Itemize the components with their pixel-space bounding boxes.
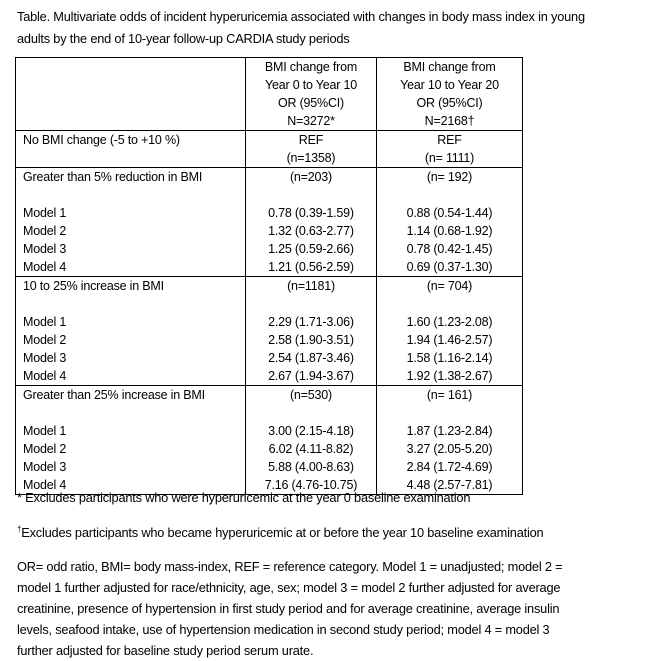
model-label: Model 4 [23,369,67,383]
model-value: 2.67 (1.94-3.67) [268,369,354,383]
reference-value: REF [298,133,324,147]
model-value: 5.88 (4.00-8.63) [268,460,354,474]
model-value: 3.27 (2.05-5.20) [406,442,493,456]
model-value: 2.29 (1.71-3.06) [268,315,354,329]
model-value: 0.88 (0.54-1.44) [406,206,493,220]
header-row [16,58,523,131]
abbreviations-note [17,556,647,661]
group-label: 10 to 25% increase in BMI [23,279,164,293]
dagger-mark: † [17,524,22,534]
model-label: Model 2 [23,333,67,347]
group-col-1 [246,277,377,386]
reference-value: REF [437,133,462,147]
odds-table [15,57,523,495]
group-col-2 [377,168,523,277]
group-row [16,277,523,386]
model-value: 4.48 (2.57-7.81) [406,478,493,492]
model-value: 2.54 (1.87-3.46) [268,351,354,365]
group-row [16,386,523,495]
header-col-2-line: Year 10 to Year 20 [400,78,499,92]
model-value: 1.21 (0.56-2.59) [268,260,354,274]
model-label: Model 3 [23,460,67,474]
group-n: (n= 161) [426,388,473,402]
group-col-2 [377,386,523,495]
reference-n: (n= 1111) [424,151,475,165]
table-caption [17,6,647,50]
model-value: 2.84 (1.72-4.69) [406,460,493,474]
header-col-1-line: BMI change from [264,60,358,74]
reference-n: (n=1358) [286,151,336,165]
group-n: (n=1181) [287,279,335,293]
model-value: 0.78 (0.42-1.45) [406,242,493,256]
group-col-2 [377,277,523,386]
reference-col-1 [246,131,377,168]
model-value: 1.87 (1.23-2.84) [406,424,493,438]
model-value: 2.58 (1.90-3.51) [268,333,354,347]
abbrev-line: creatinine, presence of hypertension in first study period and for average creatinine, average insulin [17,601,560,616]
abbrev-line: model 1 further adjusted for race/ethnicity, age, sex; model 3 = model 2 further adjusted for average [17,580,561,595]
model-value: 1.14 (0.68-1.92) [406,224,493,238]
header-col-2 [377,58,523,131]
header-empty-cell [16,58,246,131]
header-col-2-line: OR (95%CI) [416,96,483,110]
model-value: 1.25 (0.59-2.66) [268,242,354,256]
header-col-1-line: Year 0 to Year 10 [264,78,358,92]
abbrev-line: further adjusted for baseline study period serum urate. [17,643,314,658]
header-col-1-line: OR (95%CI) [277,96,345,110]
model-value: 6.02 (4.11-8.82) [268,442,354,456]
reference-row [16,131,523,168]
footnote-asterisk: * Excludes participants who were hyperuricemic at the year 0 baseline examination [17,490,471,505]
footnote-dagger [17,524,647,542]
model-value: 0.78 (0.39-1.59) [268,206,354,220]
model-label: Model 4 [23,260,67,274]
abbrev-line: OR= odd ratio, BMI= body mass-index, REF = reference category. Model 1 = unadjusted; model 2 = [17,559,563,574]
model-label: Model 4 [23,478,67,492]
model-label: Model 2 [23,224,67,238]
header-col-1-line: N=3272* [287,114,335,128]
model-value: 1.58 (1.16-2.14) [406,351,493,365]
group-label: Greater than 5% reduction in BMI [23,170,203,184]
group-n: (n= 704) [426,279,473,293]
group-n: (n= 192) [426,170,473,184]
reference-label: No BMI change (-5 to +10 %) [23,133,180,147]
model-value: 3.00 (2.15-4.18) [268,424,354,438]
model-value: 1.94 (1.46-2.57) [406,333,493,347]
group-n: (n=530) [289,388,333,402]
group-label-cell [16,277,246,386]
model-value: 0.69 (0.37-1.30) [406,260,493,274]
model-label: Model 1 [23,206,67,220]
model-value: 7.16 (4.76-10.75) [264,478,358,492]
caption-line-2: adults by the end of 10-year follow-up CARDIA study periods [17,31,350,46]
group-col-1 [246,386,377,495]
group-label-cell [16,386,246,495]
header-col-1 [246,58,377,131]
model-value: 1.60 (1.23-2.08) [406,315,493,329]
model-label: Model 1 [23,424,67,438]
model-label: Model 2 [23,442,67,456]
group-row [16,168,523,277]
model-label: Model 3 [23,242,67,256]
reference-col-2 [377,131,523,168]
group-col-1 [246,168,377,277]
group-label: Greater than 25% increase in BMI [23,388,205,402]
group-label-cell [16,168,246,277]
abbrev-line: levels, seafood intake, use of hypertension medication in second study period; model 4 = model 3 [17,622,550,637]
group-n: (n=203) [289,170,333,184]
header-col-2-line: N=2168† [424,114,475,128]
model-label: Model 3 [23,351,67,365]
header-col-2-line: BMI change from [403,60,496,74]
reference-label-cell [16,131,246,168]
model-value: 1.32 (0.63-2.77) [268,224,354,238]
model-value: 1.92 (1.38-2.67) [406,369,493,383]
caption-line-1: Table. Multivariate odds of incident hyperuricemia associated with changes in body mass index in young [17,9,585,24]
model-label: Model 1 [23,315,67,329]
footnote-dagger-text: Excludes participants who became hyperuricemic at or before the year 10 baseline examination [21,525,544,540]
